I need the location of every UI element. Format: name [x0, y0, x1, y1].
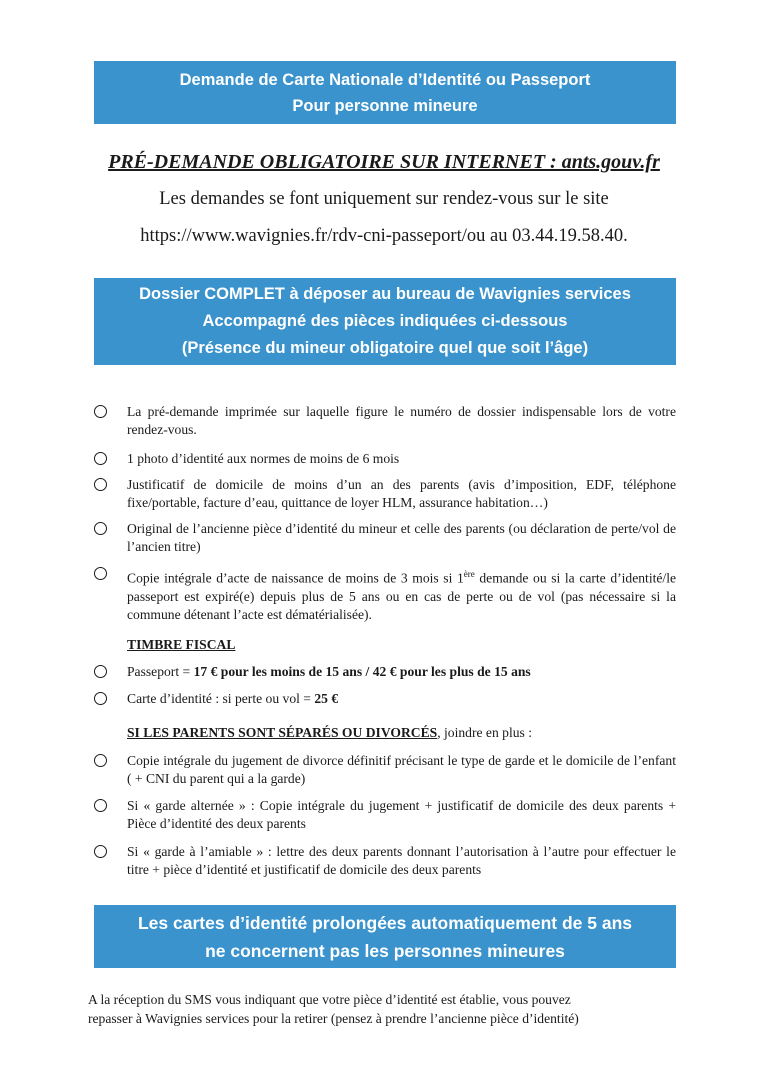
notice-line-1: Les cartes d’identité prolongées automatiquement de 5 ans: [137, 912, 632, 933]
parents-heading: SI LES PARENTS SONT SÉPARÉS OU DIVORCÉS, joindre en plus :: [127, 725, 532, 740]
checkbox-circle-icon: [94, 405, 107, 418]
checkbox-circle-icon: [94, 452, 107, 465]
cni-fee-text: Carte d’identité : si perte ou vol = 25 €: [127, 691, 339, 706]
footer-text: [88, 990, 676, 1028]
minors-notice-banner: [94, 905, 676, 968]
list-item-text: Si « garde alternée » : Copie intégrale du jugement + justificatif de domicile des deux parents + Pièce d’identité des deux parents: [127, 798, 676, 831]
dossier-line-2: Accompagné des pièces indiquées ci-dessous: [202, 312, 568, 330]
notice-line-2: ne concernent pas les personnes mineures: [205, 940, 565, 961]
checkbox-circle-icon: [94, 754, 107, 767]
title-banner: [94, 61, 676, 124]
checkbox-circle-icon: [94, 665, 107, 678]
passport-fee-text: Passeport = 17 € pour les moins de 15 ans / 42 € pour les plus de 15 ans: [127, 664, 531, 679]
checkbox-circle-icon: [94, 799, 107, 812]
list-item-text: 1 photo d’identité aux normes de moins de 6 mois: [127, 451, 400, 466]
intro-line-2: https://www.wavignies.fr/rdv-cni-passeport/ou au 03.44.19.58.40.: [140, 226, 628, 246]
footer-line-2: repasser à Wavignies services pour la retirer (pensez à prendre l’ancienne pièce d’identité): [88, 1011, 579, 1026]
list-item-text: Original de l’ancienne pièce d’identité du mineur et celle des parents (ou déclaration de perte/vol de l’ancien titre): [127, 521, 676, 554]
intro-line-1: Les demandes se font uniquement sur rendez-vous sur le site: [159, 189, 609, 209]
checkbox-circle-icon: [94, 845, 107, 858]
checkbox-circle-icon: [94, 567, 107, 580]
dossier-line-3: (Présence du mineur obligatoire quel que soit l’âge): [181, 339, 589, 357]
dossier-banner: [94, 278, 676, 365]
checkbox-circle-icon: [94, 478, 107, 491]
list-item-text: Copie intégrale du jugement de divorce définitif précisant le type de garde et le domicile de l’enfant ( + CNI du parent qui a la garde): [127, 753, 676, 786]
checkbox-circle-icon: [94, 522, 107, 535]
dossier-line-1: Dossier COMPLET à déposer au bureau de Wavignies services: [139, 285, 631, 303]
checkbox-circle-icon: [94, 692, 107, 705]
list-item-text: La pré-demande imprimée sur laquelle figure le numéro de dossier indispensable lors de votre rendez-vous.: [127, 404, 676, 437]
title-line-1: Demande de Carte Nationale d’Identité ou Passeport: [179, 70, 591, 89]
title-line-2: Pour personne mineure: [292, 96, 478, 115]
list-item-text: Copie intégrale d’acte de naissance de moins de 3 mois si 1ère demande ou si la carte d’identité/le passeport est expiré(e) depuis plus de 5 ans ou en cas de perte ou de vol (pas nécessaire si la commune détenant l’acte est dématérialisée).: [127, 569, 676, 622]
footer-line-1: A la réception du SMS vous indiquant que votre pièce d’identité est établie, vous pouvez: [88, 992, 571, 1007]
list-item-text: Si « garde à l’amiable » : lettre des deux parents donnant l’autorisation à l’autre pour effectuer le titre + pièce d’identité et justificatif de domicile des deux parents: [127, 844, 676, 877]
predemande-heading: PRÉ-DEMANDE OBLIGATOIRE SUR INTERNET : ants.gouv.fr: [108, 151, 660, 173]
timbre-fiscal-heading: TIMBRE FISCAL: [127, 637, 236, 652]
list-item-text: Justificatif de domicile de moins d’un an des parents (avis d’imposition, EDF, téléphone fixe/portable, facture d’eau, quittance de loyer HLM, assurance habitation…): [127, 477, 676, 510]
